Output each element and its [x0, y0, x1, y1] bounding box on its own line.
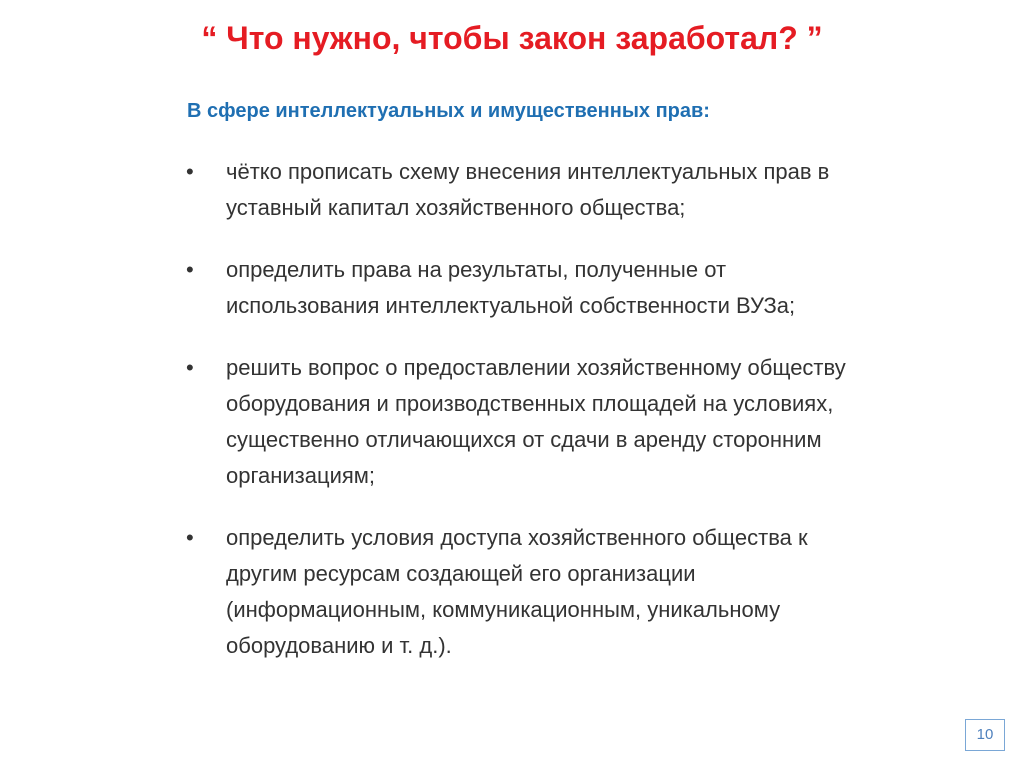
page-number-badge: 10	[965, 719, 1005, 751]
section-subheading: В сфере интеллектуальных и имущественных прав:	[187, 100, 710, 122]
bullet-item	[186, 154, 976, 226]
bullet-text-line: использования интеллектуальной собственности ВУЗа;	[226, 293, 796, 318]
bullet-icon: •	[186, 159, 194, 184]
bullet-text-line: определить права на результаты, полученные от	[226, 257, 727, 282]
bullet-text-line: оборудования и производственных площадей на условиях,	[226, 391, 834, 416]
slide-title: “ Что нужно, чтобы закон заработал? ”	[201, 20, 823, 56]
bullet-icon: •	[186, 257, 194, 282]
bullet-text-line: существенно отличающихся от сдачи в аренду сторонним	[226, 427, 822, 452]
bullet-text-line: решить вопрос о предоставлении хозяйственному обществу	[226, 355, 846, 380]
bullet-text-line: чётко прописать схему внесения интеллектуальных прав в	[226, 159, 830, 184]
bullet-item	[186, 520, 976, 664]
bullet-icon: •	[186, 525, 194, 550]
bullet-text-line: организациям;	[226, 463, 376, 488]
bullet-list	[186, 154, 976, 664]
bullet-text-line: оборудованию и т. д.).	[226, 633, 452, 658]
bullet-text-line: (информационным, коммуникационным, уникальному	[226, 597, 781, 622]
bullet-text-line: другим ресурсам создающей его организации	[226, 561, 696, 586]
bullet-icon: •	[186, 355, 194, 380]
bullet-text-line: определить условия доступа хозяйственного общества к	[226, 525, 808, 550]
bullet-item	[186, 350, 976, 494]
bullet-item	[186, 252, 976, 324]
bullet-text-line: уставный капитал хозяйственного общества;	[226, 195, 686, 220]
